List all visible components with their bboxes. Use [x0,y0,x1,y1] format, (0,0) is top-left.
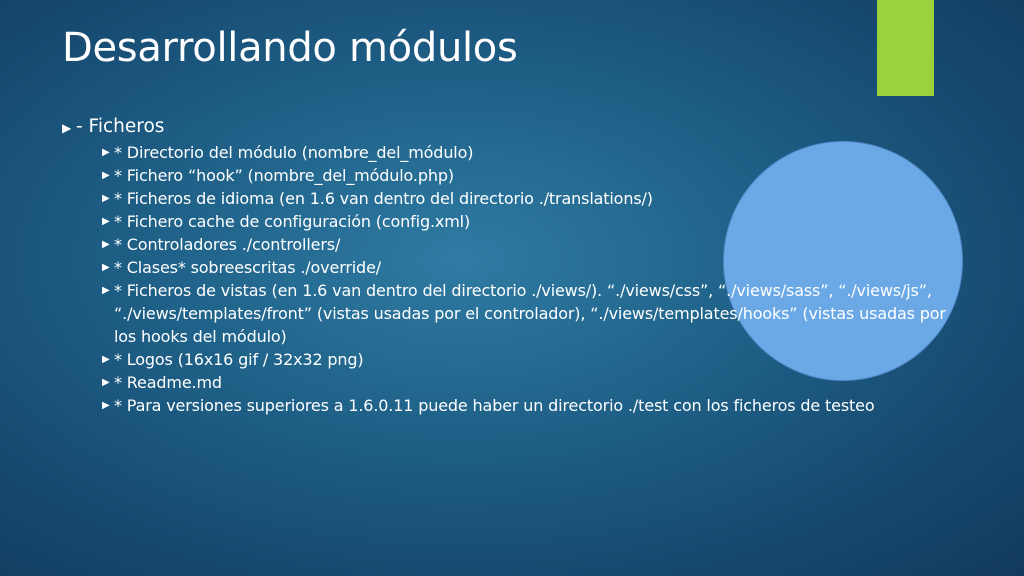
slide-title: Desarrollando módulos [62,25,518,71]
triangle-right-icon: ▶ [102,400,110,411]
list-item-text: * Clases* sobreescritas ./override/ [114,258,382,277]
list-item-text: * Logos (16x16 gif / 32x32 png) [114,350,364,369]
list-item [102,348,962,371]
triangle-right-icon: ▶ [102,239,110,250]
sub-bullet-list [62,141,962,417]
list-item [102,210,962,233]
sublist-container [62,141,962,417]
triangle-right-icon: ▶ [102,262,110,273]
triangle-right-icon: ▶ [102,354,110,365]
bullet-list [62,114,962,417]
triangle-right-icon: ▶ [102,216,110,227]
list-item-text: * Fichero cache de configuración (config.xml) [114,212,471,231]
list-item-text: * Fichero “hook” (nombre_del_módulo.php) [114,166,454,185]
list-item-text: * Controladores ./controllers/ [114,235,341,254]
list-item-label: - Ficheros [76,116,165,137]
list-item [102,233,962,256]
accent-bar [877,0,934,96]
triangle-right-icon: ▶ [102,193,110,204]
list-item-text: * Ficheros de vistas (en 1.6 van dentro del directorio ./views/). “./views/css”, “./views/sass”, “./views/js”, “./views/templates/front” (vistas usadas por el controlador), “./views/templates/hooks” (vistas usadas por los hooks del módulo) [114,281,946,346]
triangle-right-icon: ▶ [102,285,110,296]
list-item-text: * Directorio del módulo (nombre_del_módulo) [114,143,474,162]
triangle-right-icon: ▶ [62,121,72,135]
list-item-ficheros [62,114,962,141]
triangle-right-icon: ▶ [102,377,110,388]
list-item-text: * Para versiones superiores a 1.6.0.11 puede haber un directorio ./test con los ficheros de testeo [114,396,875,415]
list-item-text: * Readme.md [114,373,222,392]
list-item [102,394,962,417]
triangle-right-icon: ▶ [102,147,110,158]
list-item [102,164,962,187]
list-item [102,256,962,279]
list-item [102,371,962,394]
triangle-right-icon: ▶ [102,170,110,181]
list-item-text: * Ficheros de idioma (en 1.6 van dentro del directorio ./translations/) [114,189,653,208]
list-item [102,187,962,210]
list-item [102,141,962,164]
list-item [102,279,962,348]
